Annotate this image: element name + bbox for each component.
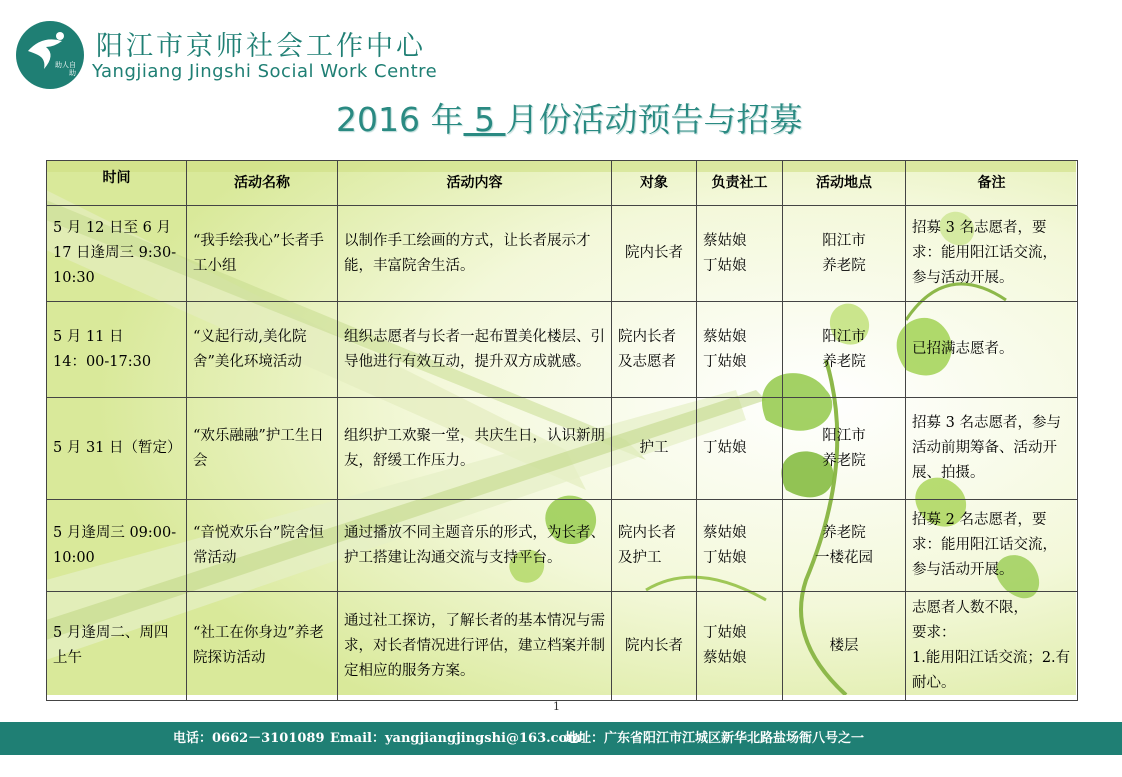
cell-time: 5 月逢周二、周四上午 <box>47 592 187 701</box>
cell-location: 阳江市 养老院 <box>783 302 906 398</box>
cell-remarks: 招募 2 名志愿者，要求：能用阳江话交流，参与活动开展。 <box>906 500 1078 592</box>
cell-target: 院内长者及护工 <box>612 500 697 592</box>
footer-address: 地址：广东省阳江市江城区新华北路盐场衙八号之一 <box>565 731 865 746</box>
footer-phone: 电话：0662－3101089 <box>173 731 325 746</box>
cell-activity-name: “我手绘我心”长者手工小组 <box>187 206 338 302</box>
title-prefix: 2016 年 <box>336 100 464 139</box>
cell-activity-content: 以制作手工绘画的方式，让长者展示才能，丰富院舍生活。 <box>338 206 612 302</box>
cell-social-worker: 蔡姑娘 丁姑娘 <box>697 206 783 302</box>
column-header-social-worker: 负责社工 <box>697 161 783 206</box>
table-header-row <box>47 161 1078 206</box>
table-row <box>47 302 1078 398</box>
cell-time: 5 月逢周三 09:00-10:00 <box>47 500 187 592</box>
cell-activity-content: 通过社工探访，了解长者的基本情况与需求，对长者情况进行评估，建立档案并制定相应的服务方案。 <box>338 592 612 701</box>
cell-activity-content: 通过播放不同主题音乐的形式，为长者、护工搭建让沟通交流与支持平台。 <box>338 500 612 592</box>
logo-figure-icon <box>16 21 84 89</box>
cell-target: 护工 <box>612 398 697 500</box>
org-name-cn: 阳江市京师社会工作中心 <box>96 31 426 62</box>
title-suffix: 月份活动预告与招募 <box>505 100 803 139</box>
org-name-en: Yangjiang Jingshi Social Work Centre <box>92 61 438 82</box>
table-row <box>47 206 1078 302</box>
table-row <box>47 500 1078 592</box>
table-row <box>47 592 1078 701</box>
cell-social-worker: 丁姑娘 蔡姑娘 <box>697 592 783 701</box>
cell-activity-name: “音悦欢乐台”院舍恒常活动 <box>187 500 338 592</box>
cell-location: 养老院 一楼花园 <box>783 500 906 592</box>
cell-activity-name: “义起行动,美化院舍”美化环境活动 <box>187 302 338 398</box>
cell-remarks: 招募 3 名志愿者，参与活动前期筹备、活动开展、拍摄。 <box>906 398 1078 500</box>
column-header-activity-content: 活动内容 <box>338 161 612 206</box>
footer-email: Email：yangjiangjingshi@163.com <box>330 731 581 746</box>
cell-target: 院内长者 <box>612 592 697 701</box>
column-header-location: 活动地点 <box>783 161 906 206</box>
title-month: 5 <box>463 100 506 139</box>
org-logo <box>16 21 84 89</box>
cell-social-worker: 蔡姑娘 丁姑娘 <box>697 302 783 398</box>
page-number: 1 <box>553 700 560 713</box>
cell-time: 5 月 31 日（暂定） <box>47 398 187 500</box>
column-header-activity-name: 活动名称 <box>187 161 338 206</box>
cell-location: 阳江市 养老院 <box>783 206 906 302</box>
cell-activity-content: 组织志愿者与长者一起布置美化楼层、引导他进行有效互动，提升双方成就感。 <box>338 302 612 398</box>
cell-remarks: 招募 3 名志愿者，要求：能用阳江话交流，参与活动开展。 <box>906 206 1078 302</box>
cell-activity-name: “社工在你身边”养老院探访活动 <box>187 592 338 701</box>
page-title <box>336 94 802 141</box>
cell-location: 阳江市 养老院 <box>783 398 906 500</box>
cell-time: 5 月 12 日至 6 月 17 日逢周三 9:30-10:30 <box>47 206 187 302</box>
cell-remarks: 志愿者人数不限， 要求： 1.能用阳江话交流；2.有耐心。 <box>906 592 1078 701</box>
footer-bar <box>0 722 1122 755</box>
logo-phrase: 助人自助 <box>55 61 76 77</box>
cell-activity-content: 组织护工欢聚一堂，共庆生日，认识新朋友，舒缓工作压力。 <box>338 398 612 500</box>
column-header-time: 时间 <box>47 161 187 206</box>
cell-remarks: 已招满志愿者。 <box>906 302 1078 398</box>
cell-location: 楼层 <box>783 592 906 701</box>
column-header-remarks: 备注 <box>906 161 1078 206</box>
cell-target: 院内长者 <box>612 206 697 302</box>
cell-time: 5 月 11 日 14：00-17:30 <box>47 302 187 398</box>
activity-table <box>46 160 1078 701</box>
cell-activity-name: “欢乐融融”护工生日会 <box>187 398 338 500</box>
cell-social-worker: 丁姑娘 <box>697 398 783 500</box>
table-row <box>47 398 1078 500</box>
cell-social-worker: 蔡姑娘 丁姑娘 <box>697 500 783 592</box>
cell-target: 院内长者及志愿者 <box>612 302 697 398</box>
column-header-target: 对象 <box>612 161 697 206</box>
